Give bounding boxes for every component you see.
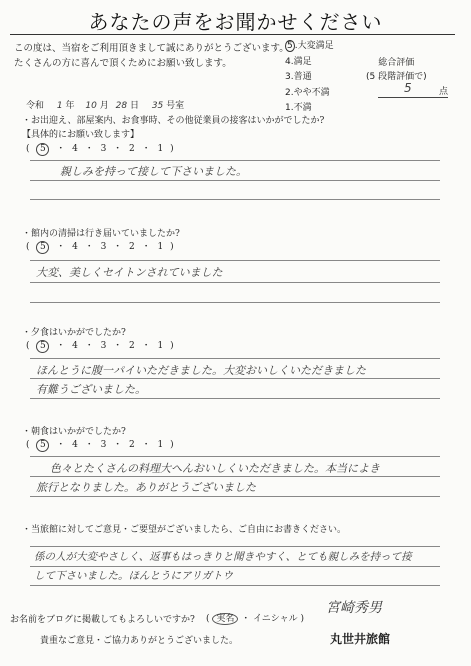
scale-5-label: .大変満足 xyxy=(294,41,334,51)
choice-real-name[interactable]: 実名 xyxy=(212,613,238,625)
question-1-subprompt: 【具体的にお願い致します】 xyxy=(22,130,140,140)
stay-year: 1 xyxy=(56,101,63,111)
question-1-prompt: ・お出迎え、部屋案内、お食事時、その他従業員の接客はいかがでしたか? xyxy=(22,116,325,126)
answer-line xyxy=(30,160,440,161)
question-1-rating-options: ・ 4 ・ 3 ・ 2 ・ 1 xyxy=(56,144,166,154)
answer-line xyxy=(30,199,440,200)
page-title: あなたの声をお聞かせください xyxy=(88,10,383,34)
stay-date-line xyxy=(26,98,184,111)
question-3-rating-options: ・ 4 ・ 3 ・ 2 ・ 1 xyxy=(56,341,166,351)
ryokan-name: 丸世井旅館 xyxy=(330,632,391,646)
answer-line xyxy=(30,260,440,261)
question-4-selected-rating: 5 xyxy=(36,439,49,452)
answer-line xyxy=(30,282,440,283)
answer-line xyxy=(30,456,440,457)
answer-line xyxy=(30,358,440,359)
answer-line xyxy=(30,476,440,477)
scale-1: 1.不満 xyxy=(285,103,312,114)
question-2-prompt: ・館内の清掃は行き届いていましたか? xyxy=(22,229,180,239)
question-4-rating-options: ・ 4 ・ 3 ・ 2 ・ 1 xyxy=(56,440,166,450)
question-4-prompt: ・朝食はいかがでしたか? xyxy=(22,427,126,437)
evaluation-label-1: 総合評価 xyxy=(378,58,415,68)
answer-line xyxy=(30,302,440,303)
answer-line xyxy=(30,585,440,586)
scale-3: 3.普通 xyxy=(285,72,312,83)
scale-4: 4.満足 xyxy=(285,56,312,67)
blog-consent-question: お名前をブログに掲載してもよろしいですか? xyxy=(10,615,195,625)
overall-score-unit: 点 xyxy=(438,87,448,97)
era: 令和 xyxy=(26,101,45,111)
intro-line-1: この度は、当宿をご利用頂きまして誠にありがとうございます。 xyxy=(14,43,289,54)
rating-scale-legend xyxy=(285,39,334,117)
question-1-selected-rating: 5 xyxy=(36,143,49,156)
question-2-rating: ( 5 ・ 4 ・ 3 ・ 2 ・ 1 ) xyxy=(26,242,176,252)
answer-line xyxy=(30,496,440,497)
room-unit: 号室 xyxy=(166,101,185,111)
question-4-rating: ( 5 ・ 4 ・ 3 ・ 2 ・ 1 ) xyxy=(26,440,176,450)
thanks-message: 貴重なご意見・ご協力ありがとうございました。 xyxy=(40,636,239,646)
year-unit: 年 xyxy=(65,101,75,111)
question-3-answer-line-1: ほんとうに腹一パイいただきました。大変おいしくいただきました xyxy=(36,364,366,377)
room-number: 35 xyxy=(151,101,164,111)
stay-month: 10 xyxy=(85,101,97,111)
answer-line xyxy=(30,378,440,379)
question-5-answer-line-1: 係の人が大変やさしく、返事もはっきりと聞きやすく、とても親しみを持って接 xyxy=(34,551,412,563)
question-5-prompt: ・当旅館に対してご意見・ご要望がございましたら、ご自由にお書きください。 xyxy=(22,525,347,535)
question-2-rating-options: ・ 4 ・ 3 ・ 2 ・ 1 xyxy=(56,242,166,252)
stay-day: 28 xyxy=(115,101,128,111)
title-divider xyxy=(10,34,455,35)
scale-5 xyxy=(285,39,334,55)
question-1-rating: ( 5 ・ 4 ・ 3 ・ 2 ・ 1 ) xyxy=(26,144,176,154)
intro-line-2: たくさんの方に喜んで頂くためにお願い致します。 xyxy=(14,58,232,69)
question-3-prompt: ・夕食はいかがでしたか? xyxy=(22,328,126,338)
scale-5-number: 5 xyxy=(287,41,293,51)
intro-text xyxy=(14,41,289,71)
blog-name-choice: ( 実名 ・ イニシャル ) xyxy=(206,614,305,624)
question-4-answer-line-1: 色々とたくさんの料理大へんおいしくいただきました。本当によき xyxy=(50,462,380,475)
evaluation-label-2: (5 段階評価で) xyxy=(366,72,427,82)
day-unit: 日 xyxy=(129,101,139,111)
question-5-answer-line-2: して下さいました。ほんとうにアリガトウ xyxy=(34,570,233,582)
question-3-selected-rating: 5 xyxy=(36,340,49,353)
answer-line xyxy=(30,566,440,567)
guest-signature: 宮崎秀男 xyxy=(326,600,382,616)
question-3-rating: ( 5 ・ 4 ・ 3 ・ 2 ・ 1 ) xyxy=(26,341,176,351)
overall-score-value: 5 xyxy=(404,81,412,95)
answer-line xyxy=(30,546,440,547)
overall-evaluation-label xyxy=(366,56,427,84)
question-4-answer-line-2: 旅行となりました。ありがとうございました xyxy=(36,481,256,494)
question-2-selected-rating: 5 xyxy=(36,241,49,254)
month-unit: 月 xyxy=(99,101,109,111)
question-2-answer-line-1: 大変、美しくセイトンされていました xyxy=(36,266,223,279)
choice-initial[interactable]: イニシャル xyxy=(253,614,298,624)
scale-2: 2.やや不満 xyxy=(285,87,330,98)
answer-line xyxy=(30,180,440,181)
answer-line xyxy=(30,398,440,399)
question-1-answer-line-1: 親しみを持って接して下さいました。 xyxy=(60,165,247,178)
question-3-answer-line-2: 有難うございました。 xyxy=(36,383,146,396)
overall-score-field xyxy=(378,81,448,98)
